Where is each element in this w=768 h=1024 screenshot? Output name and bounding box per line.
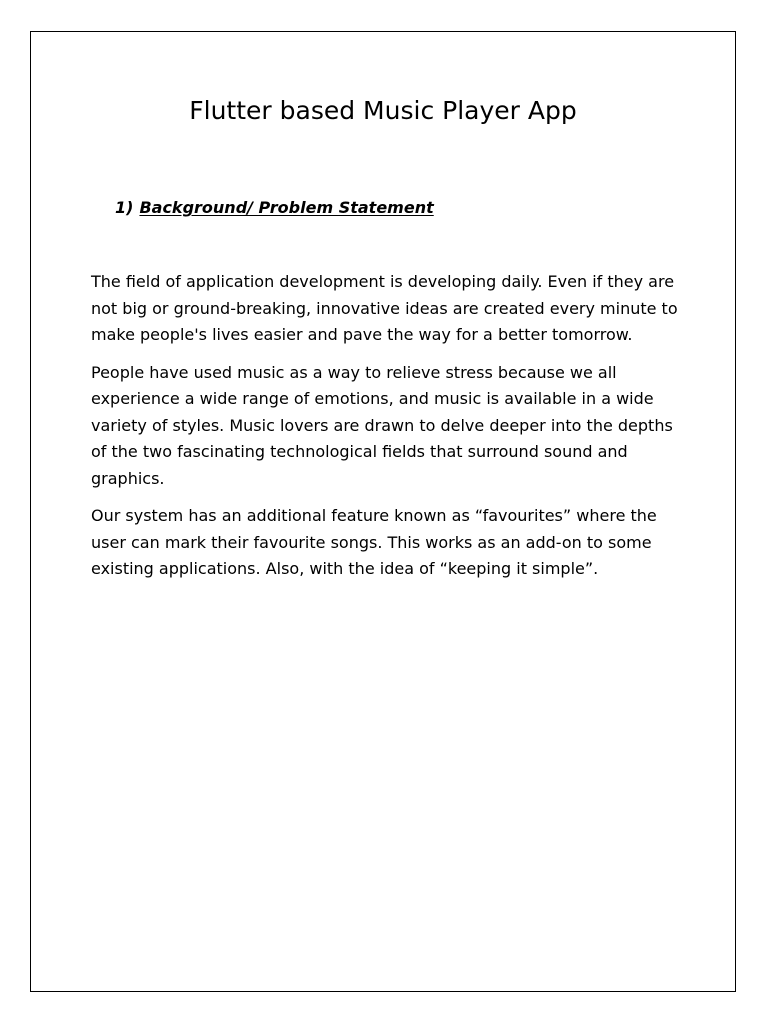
document-page [30, 31, 736, 992]
page-title: Flutter based Music Player App [189, 96, 577, 125]
section-heading-text: Background/ Problem Statement [139, 198, 434, 217]
paragraph-1: The field of application development is developing daily. Even if they are not big or ground-breaking, innovative ideas are created every minute to make people's lives easier and pave the way for a better tomorrow. [91, 272, 678, 344]
section-heading [115, 198, 434, 217]
body-text [91, 269, 691, 594]
section-number: 1) [115, 198, 134, 217]
paragraph-3: Our system has an additional feature known as “favourites” where the user can mark their favourite songs. This works as an add-on to some existing applications. Also, with the idea of “keeping it simple”. [91, 506, 657, 578]
paragraph-2: People have used music as a way to relieve stress because we all experience a wide range of emotions, and music is available in a wide variety of styles. Music lovers are drawn to delve deeper into the depths of the two fascinating technological fields that surround sound and graphics. [91, 362, 673, 488]
